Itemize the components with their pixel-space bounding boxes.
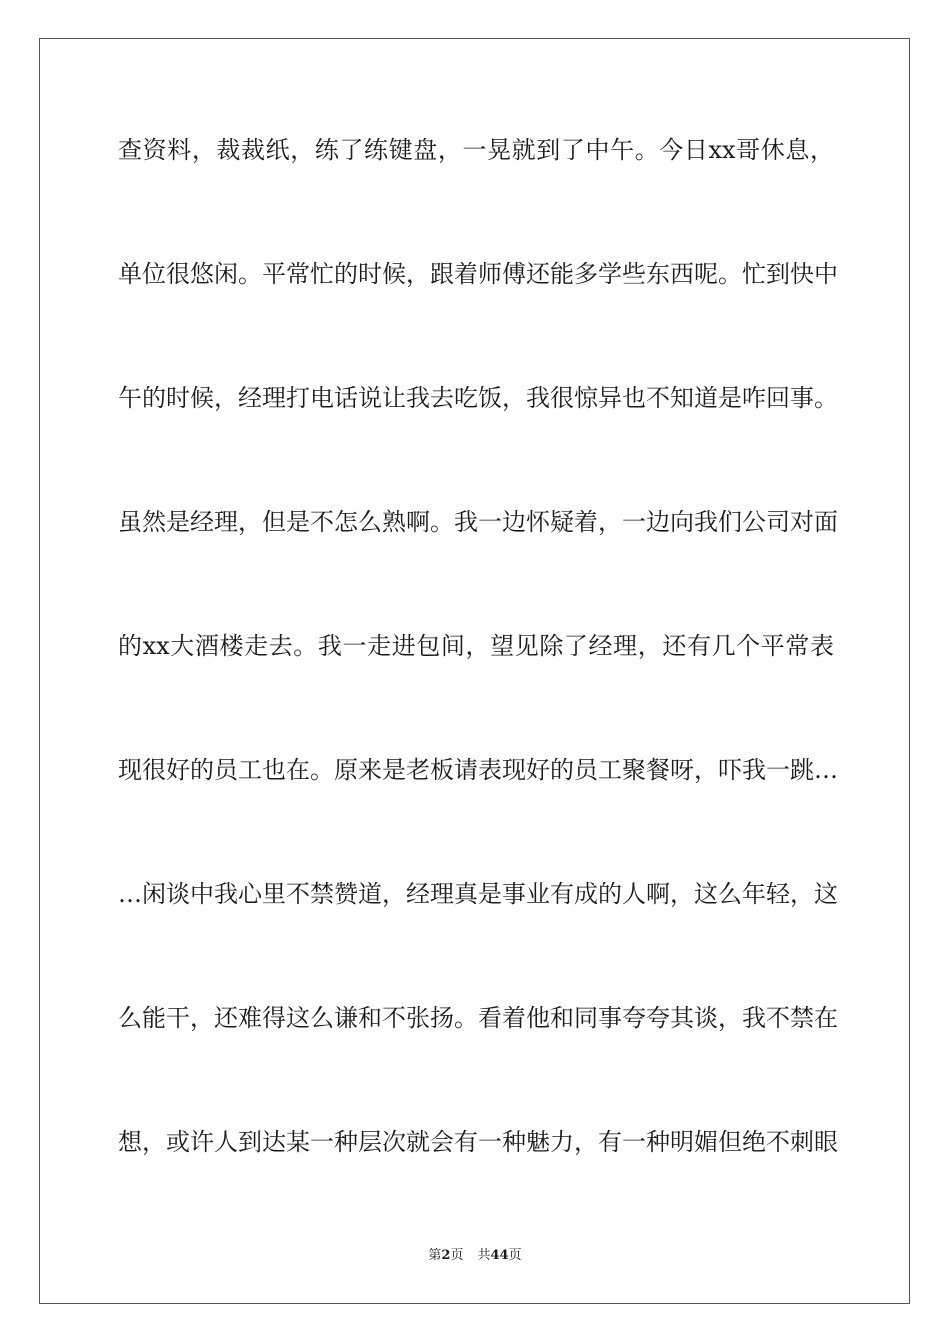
text-line: 现很好的员工也在。原来是老板请表现好的员工聚餐呀，吓我一跳… — [118, 756, 838, 784]
text-line: 虽然是经理，但是不怎么熟啊。我一边怀疑着，一边向我们公司对面 — [118, 508, 838, 536]
page-number: 2 — [441, 1248, 451, 1263]
page-footer — [0, 1246, 950, 1266]
text-line: 查资料，裁裁纸，练了练键盘，一晃就到了中午。今日xx哥休息， — [118, 136, 834, 164]
page-border — [39, 38, 910, 1304]
total-suffix: 页 — [508, 1248, 522, 1263]
text-line: 么能干，还难得这么谦和不张扬。看着他和同事夸夸其谈，我不禁在 — [118, 1004, 838, 1032]
text-line: 午的时候，经理打电话说让我去吃饭，我很惊异也不知道是咋回事。 — [118, 384, 838, 412]
total-pages: 44 — [490, 1248, 509, 1263]
text-line: 单位很悠闲。平常忙的时候，跟着师傅还能多学些东西呢。忙到快中 — [118, 260, 838, 288]
page-prefix: 第 — [428, 1248, 442, 1263]
total-prefix: 共 — [477, 1248, 491, 1263]
text-line: …闲谈中我心里不禁赞道，经理真是事业有成的人啊，这么年轻，这 — [118, 880, 838, 908]
text-line: 想，或许人到达某一种层次就会有一种魅力，有一种明媚但绝不刺眼 — [118, 1128, 838, 1156]
page-suffix: 页 — [450, 1248, 464, 1263]
text-line: 的xx大酒楼走去。我一走进包间，望见除了经理，还有几个平常表 — [118, 632, 834, 660]
